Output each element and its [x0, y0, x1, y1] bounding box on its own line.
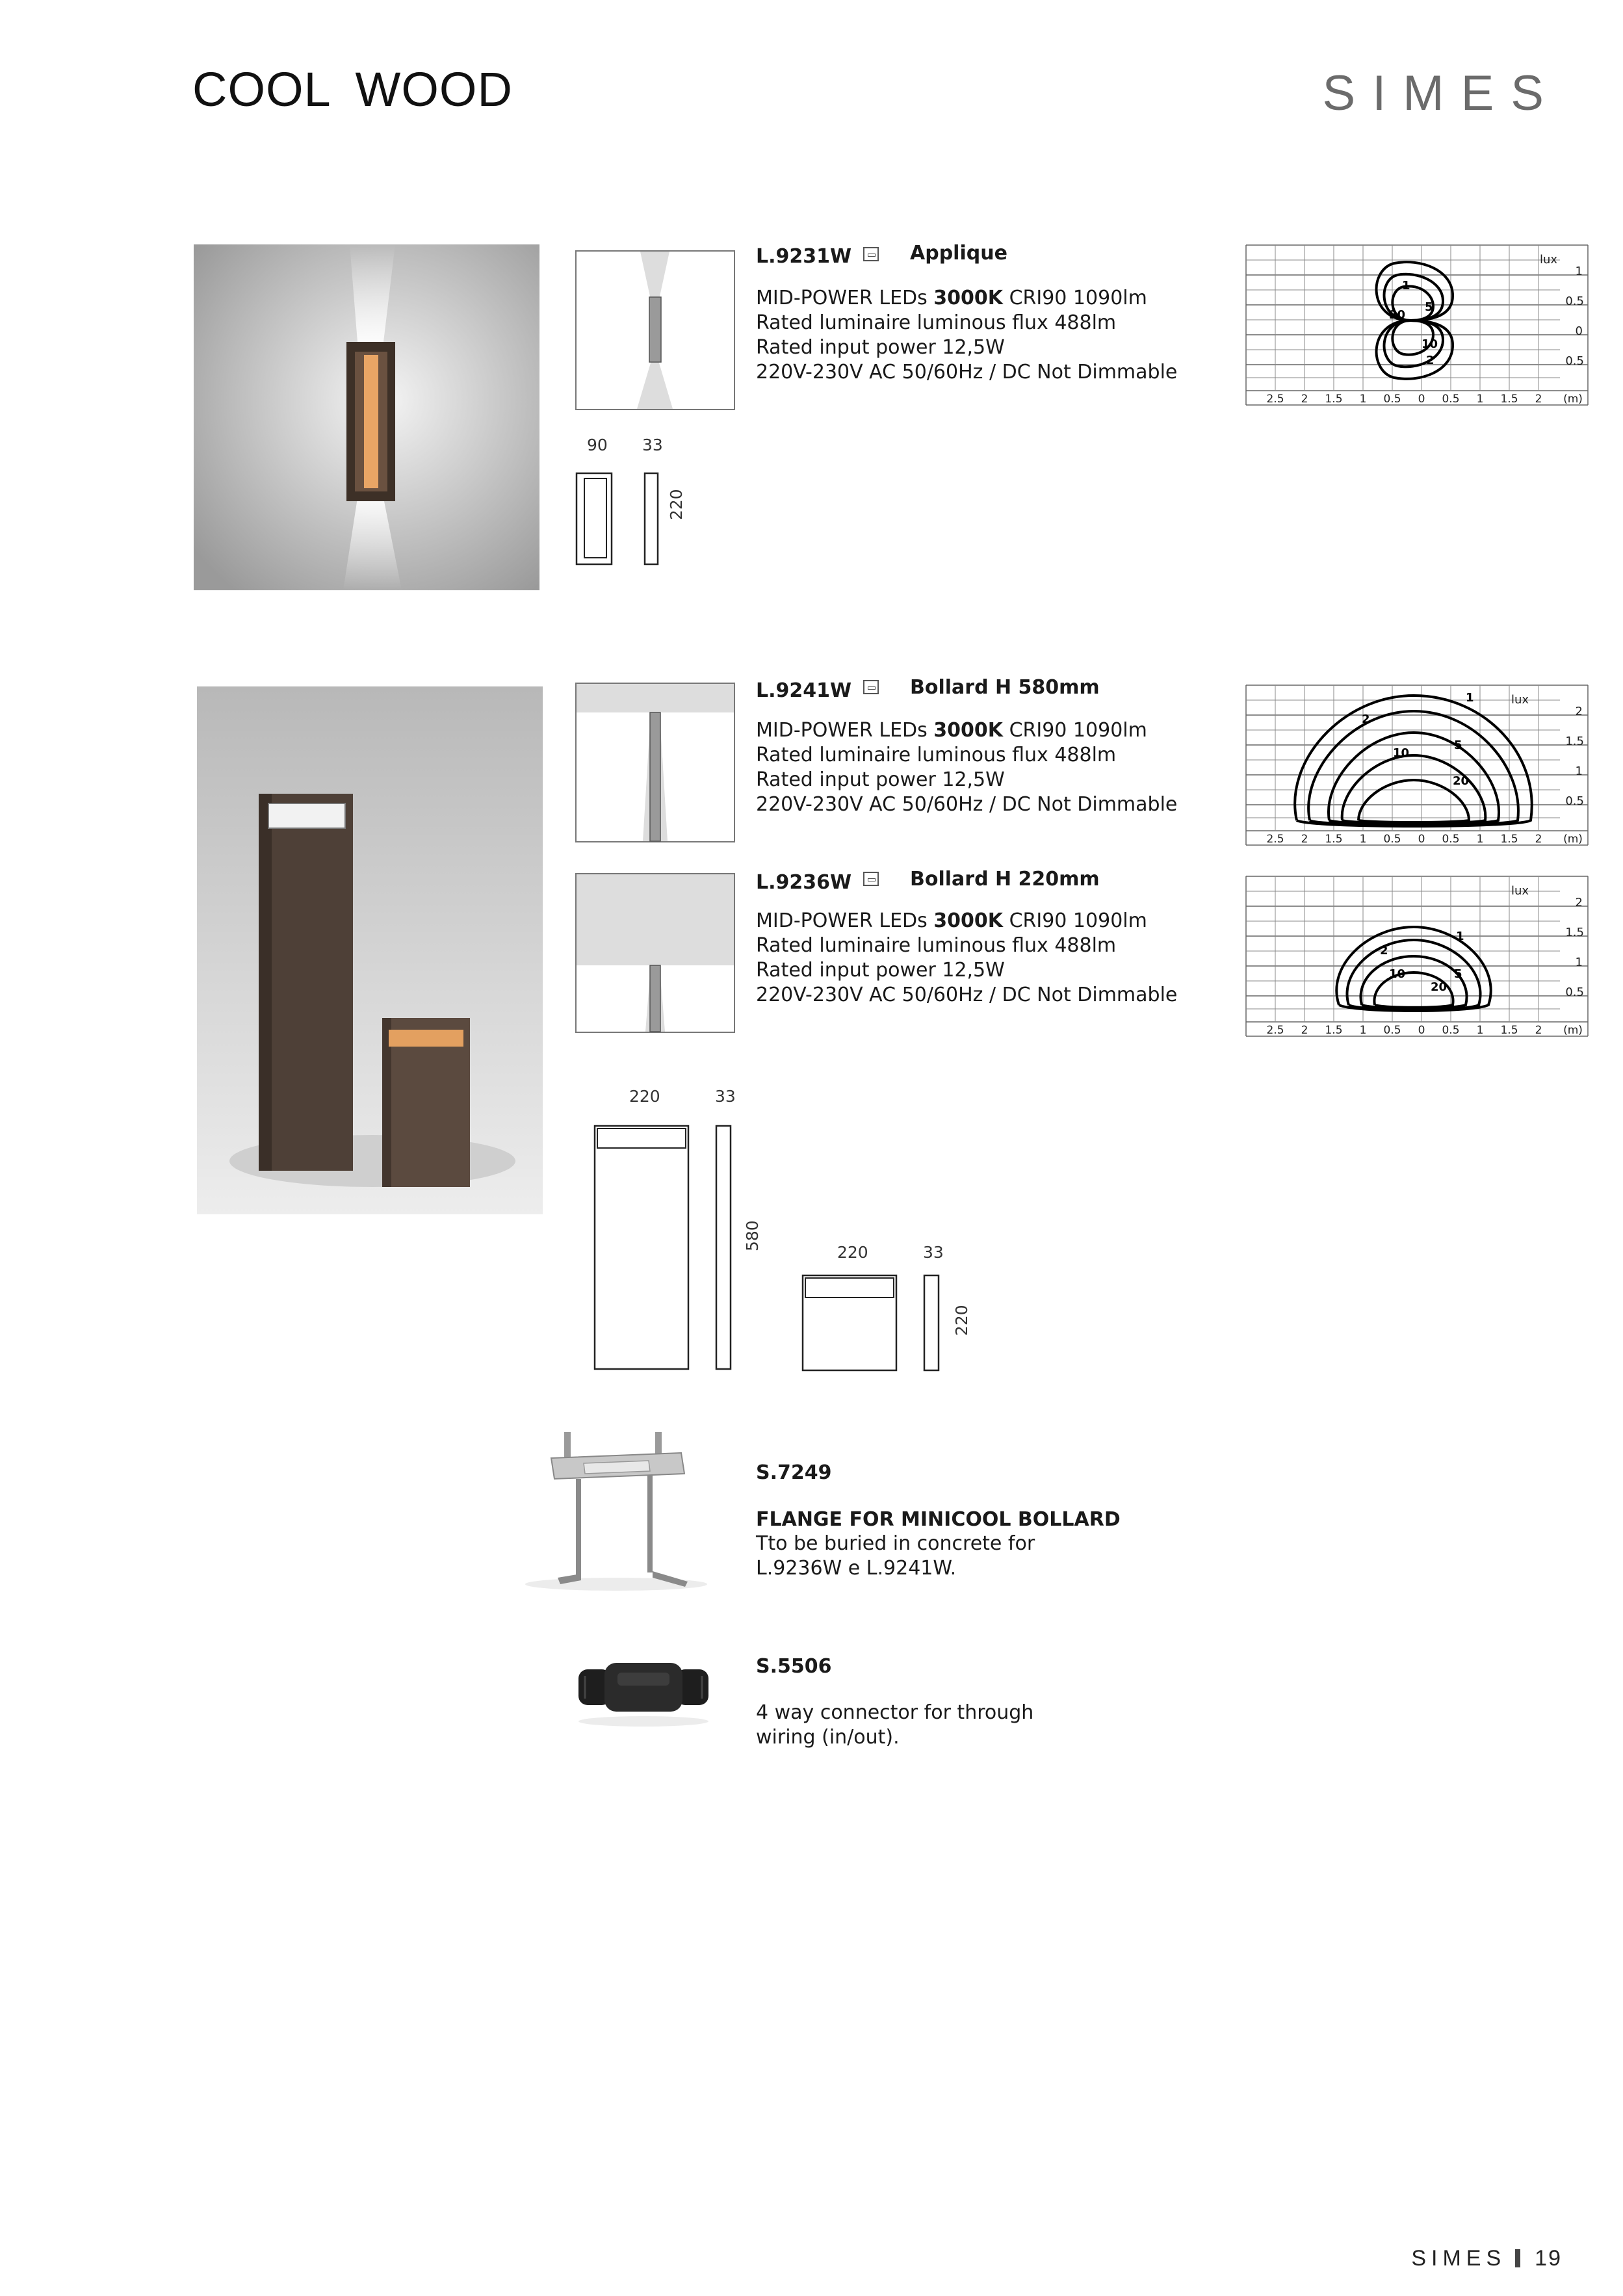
wall-mount-icon [863, 247, 879, 261]
svg-text:20: 20 [1389, 308, 1406, 322]
svg-text:20: 20 [1431, 980, 1448, 994]
svg-text:1.5: 1.5 [1500, 393, 1518, 406]
svg-text:1.5: 1.5 [1500, 833, 1518, 846]
svg-text:0.5: 0.5 [1442, 833, 1460, 846]
bollard-tall-front-drawing [593, 1125, 691, 1374]
svg-text:0.5: 0.5 [1565, 985, 1584, 999]
photometric-diagram-applique [1245, 244, 1589, 406]
svg-text:1: 1 [1575, 764, 1583, 778]
svg-text:1: 1 [1476, 833, 1484, 846]
product-spec: MID-POWER LEDs 3000K CRI90 1090lm Rated luminaire luminous flux 488lm Rated input power 12,5W 220V-230V AC 50/60Hz / DC Not Dimmable [756, 909, 1178, 1006]
svg-text:lux: lux [1540, 253, 1558, 267]
svg-text:2: 2 [1575, 896, 1583, 909]
svg-text:5: 5 [1425, 300, 1433, 314]
footer-brand: SIMES [1411, 2246, 1507, 2271]
svg-text:0: 0 [1575, 324, 1583, 338]
svg-text:2: 2 [1301, 1024, 1308, 1037]
svg-text:2: 2 [1535, 1024, 1542, 1037]
svg-text:1.5: 1.5 [1325, 1024, 1343, 1037]
svg-text:1: 1 [1402, 279, 1410, 293]
svg-text:0.5: 0.5 [1565, 794, 1584, 808]
accessory-code: S.5506 [756, 1655, 832, 1678]
svg-text:1: 1 [1359, 393, 1367, 406]
product-code: L.9241W [756, 679, 852, 702]
page-title: COOL WOOD [192, 62, 513, 116]
svg-text:(m): (m) [1563, 393, 1583, 406]
connector-image [572, 1650, 715, 1730]
product-name: Applique [910, 242, 1007, 265]
svg-text:2: 2 [1380, 944, 1388, 958]
bollard-short-dim-width: 220 [837, 1243, 868, 1262]
svg-text:2.5: 2.5 [1266, 833, 1284, 846]
bollard-photo [197, 686, 543, 1214]
footer-separator [1515, 2249, 1520, 2267]
photometric-diagram-bollard-short [1245, 875, 1589, 1037]
bollard-short-dim-depth: 33 [923, 1243, 944, 1262]
brand-logo: SIMES [1322, 66, 1561, 121]
bollard-short-front-drawing [801, 1274, 899, 1374]
product-name: Bollard H 220mm [910, 868, 1100, 891]
svg-text:0: 0 [1418, 393, 1425, 406]
product-spec: MID-POWER LEDs 3000K CRI90 1090lm Rated luminaire luminous flux 488lm Rated input power 12,5W 220V-230V AC 50/60Hz / DC Not Dimmable [756, 287, 1178, 384]
accessory-description: 4 way connector for through wiring (in/out). [756, 1701, 1034, 1749]
bollard-tall-dim-width: 220 [629, 1087, 660, 1106]
bollard-short-side-drawing [923, 1274, 941, 1374]
page-number: 19 [1535, 2246, 1562, 2271]
svg-text:0.5: 0.5 [1442, 393, 1460, 406]
svg-text:0.5: 0.5 [1442, 1024, 1460, 1037]
applique-photo [194, 244, 539, 590]
svg-text:lux: lux [1511, 884, 1529, 898]
svg-text:1: 1 [1575, 956, 1583, 969]
svg-text:2: 2 [1575, 705, 1583, 718]
svg-text:0.5: 0.5 [1565, 294, 1584, 308]
svg-text:1.5: 1.5 [1325, 833, 1343, 846]
svg-text:2: 2 [1426, 354, 1435, 367]
applique-front-drawing [575, 472, 614, 569]
svg-text:20: 20 [1453, 774, 1470, 788]
bollard-tall-side-drawing [715, 1125, 733, 1374]
svg-text:2: 2 [1301, 393, 1308, 406]
svg-text:1: 1 [1359, 1024, 1367, 1037]
accessory-code: S.7249 [756, 1461, 832, 1484]
svg-text:1.5: 1.5 [1325, 393, 1343, 406]
applique-dim-height: 220 [667, 489, 686, 520]
svg-text:(m): (m) [1563, 833, 1583, 846]
flange-image [525, 1427, 707, 1598]
ground-mount-icon [863, 872, 879, 886]
applique-dim-depth: 33 [642, 436, 663, 454]
accessory-description: Tto be buried in concrete for L.9236W e L.9241W. [756, 1532, 1035, 1580]
svg-text:0.5: 0.5 [1383, 833, 1401, 846]
bollard-short-beam-diagram [575, 873, 735, 1033]
svg-text:1: 1 [1466, 691, 1474, 705]
svg-text:10: 10 [1389, 967, 1406, 981]
applique-dim-width: 90 [587, 436, 608, 454]
svg-text:2: 2 [1535, 833, 1542, 846]
svg-text:10: 10 [1422, 337, 1438, 351]
svg-text:0.5: 0.5 [1565, 354, 1584, 368]
svg-text:0.5: 0.5 [1383, 393, 1401, 406]
applique-side-drawing [643, 472, 660, 569]
svg-text:1: 1 [1476, 393, 1484, 406]
accessory-title: FLANGE FOR MINICOOL BOLLARD [756, 1508, 1121, 1531]
bollard-tall-beam-diagram [575, 683, 735, 842]
svg-text:5: 5 [1454, 967, 1462, 981]
svg-text:1: 1 [1476, 1024, 1484, 1037]
svg-text:1: 1 [1456, 930, 1464, 943]
svg-text:1: 1 [1359, 833, 1367, 846]
svg-text:10: 10 [1393, 746, 1410, 760]
svg-text:5: 5 [1454, 738, 1462, 752]
svg-text:0: 0 [1418, 833, 1425, 846]
product-name: Bollard H 580mm [910, 676, 1100, 699]
svg-text:0.5: 0.5 [1383, 1024, 1401, 1037]
svg-text:2: 2 [1301, 833, 1308, 846]
product-spec: MID-POWER LEDs 3000K CRI90 1090lm Rated luminaire luminous flux 488lm Rated input power 12,5W 220V-230V AC 50/60Hz / DC Not Dimmable [756, 719, 1178, 816]
svg-text:2: 2 [1535, 393, 1542, 406]
svg-text:1.5: 1.5 [1500, 1024, 1518, 1037]
product-code: L.9231W [756, 245, 852, 268]
svg-text:2: 2 [1362, 712, 1370, 726]
bollard-tall-dim-height: 580 [743, 1220, 762, 1251]
svg-text:2.5: 2.5 [1266, 1024, 1284, 1037]
svg-text:0: 0 [1418, 1024, 1425, 1037]
svg-text:2.5: 2.5 [1266, 393, 1284, 406]
svg-text:lux: lux [1511, 693, 1529, 707]
bollard-tall-dim-depth: 33 [715, 1087, 736, 1106]
svg-text:1: 1 [1575, 265, 1583, 278]
page-footer [1411, 2246, 1562, 2271]
applique-beam-diagram [575, 250, 735, 410]
photometric-diagram-bollard-tall [1245, 684, 1589, 846]
svg-text:1.5: 1.5 [1565, 735, 1584, 748]
product-code: L.9236W [756, 871, 852, 894]
svg-text:(m): (m) [1563, 1024, 1583, 1037]
bollard-short-dim-height: 220 [952, 1305, 971, 1336]
ground-mount-icon [863, 680, 879, 694]
svg-text:1.5: 1.5 [1565, 926, 1584, 939]
